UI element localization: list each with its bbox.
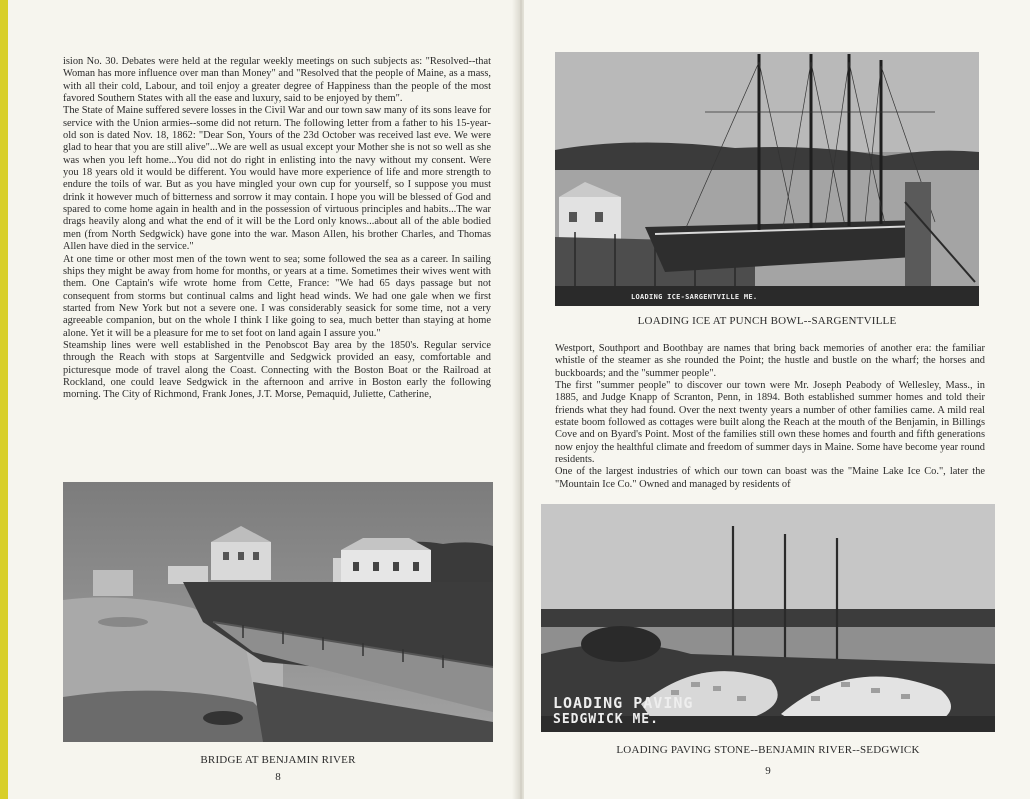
- paragraph: The first "summer people" to discover our town were Mr. Joseph Peabody of Wellesley, Mass., in 1885, and Judge Knapp of Scranton, Penn, in 1894. Both established summer homes and told their friends what they had found. Over the next twenty years a number of other families came. A mild real estate boom followed as cottages were built along the Reach at the mouth of the Benjamin, in Billings Cove and on Byard's Point. Most of the families still own these homes and fourth and fifth generations now enjoy the healthful climate and freedom of summer days in Maine. Some have become year round residents.: [555, 380, 985, 466]
- paragraph: Westport, Southport and Boothbay are names that bring back memories of another era: the familiar whistle of the steamer as she rounded the Point; the hustle and bustle on the wharf; the horses and buckboards; and the "summer people".: [555, 343, 985, 379]
- paving-stone-caption: LOADING PAVING STONE--BENJAMIN RIVER--SEDGWICK: [616, 744, 920, 756]
- loading-ice-caption: LOADING ICE AT PUNCH BOWL--SARGENTVILLE: [637, 315, 897, 327]
- bridge-caption: BRIDGE AT BENJAMIN RIVER: [200, 754, 356, 766]
- page-number-right: 9: [765, 765, 771, 777]
- bridge-photo: [63, 482, 493, 742]
- paragraph: At one time or other most men of the town went to sea; some followed the sea as a career. In sailing ships they might be away from home for months, or years at a time. Sometimes their wives went with them. One Captain's wife wrote home from Cette, France: "We had 65 days passage but not consequent from storms but continual calms and light head winds. We had one gale when we first started from New York but not a severe one. I was considerably seasick for some time, not a very agreeable companion, but on the whole I think I like going to sea, much better than staying at home alone. Yet it will be a pleasure for me to set foot on land again I assure you.": [63, 253, 491, 339]
- bridge-photo-image: [63, 482, 493, 742]
- paragraph: Steamship lines were well established in the Penobscot Bay area by the 1850's. Regular service through the Reach with stops at Sargentville and Sedgwick provided an easy, comfortable and picturesque mode of travel along the Coast. Connecting with the Boston Boat or the Railroad at Rockland, one could leave Sedgwick in the afternoon and arrive in Boston early the following morning. The City of Richmond, Frank Jones, J.T. Morse, Pemaquid, Juliette, Catherine,: [63, 339, 491, 401]
- paragraph: ision No. 30. Debates were held at the regular weekly meetings on such subjects as: "Resolved--that Woman has more influence over man than Money" and "Resolved that the people of Maine, as a mass, with all their cold, Labour, and toil enjoy a greater degree of Happiness than the people of the most favored Southern States with all the ease and luxury, said to be enjoyed by them".: [63, 56, 491, 105]
- photo-handwriting: LOADING ICE-SARGENTVILLE ME.: [631, 293, 758, 301]
- paragraph: One of the largest industries of which our town can boast was the "Maine Lake Ice Co.", later the "Mountain Ice Co." Owned and managed by residents of: [555, 466, 985, 490]
- paragraph: The State of Maine suffered severe losses in the Civil War and our town saw many of its sons leave for service with the Union armies--some did not return. The following letter from a father to his 15-year-old son is dated Nov. 18, 1862: "Dear Son, Yours of the 23d October was received last eve. We were glad to hear that you are still alive"...We are well as usual except your Mother she is not so well as she was when you left home...You did not do right in enlisting into the navy without my consent. Were you 18 years old it would be different. You would have more experience of life and more strength to endure the toils of war. But as you have mingled your own cup for yourself, so I suppose you must drink it however much of bitterness and sorrow it may contain. I hope you will be blessed of God and spared to come home again in health and in the possession of virtuous principles and habits...The war drags heavily along and what the end of it will be the Lord only knows...about all of the able bodied men (from North Sedgwick) have gone into the war. Mason Allen, his brother Charles, and Thomas Allen have died in the service.": [63, 105, 491, 253]
- photo-handwriting-line-1: LOADING PAVING: [553, 694, 694, 712]
- loading-ice-photo: [555, 52, 979, 306]
- loading-ice-photo-image: [555, 52, 979, 306]
- photo-handwriting-line-2: SEDGWICK ME.: [553, 712, 659, 727]
- paving-stone-photo: [541, 504, 995, 732]
- cover-edge: [0, 0, 8, 799]
- page-number-left: 8: [275, 771, 281, 783]
- right-page-body: [555, 343, 985, 491]
- left-page-body: [63, 56, 491, 402]
